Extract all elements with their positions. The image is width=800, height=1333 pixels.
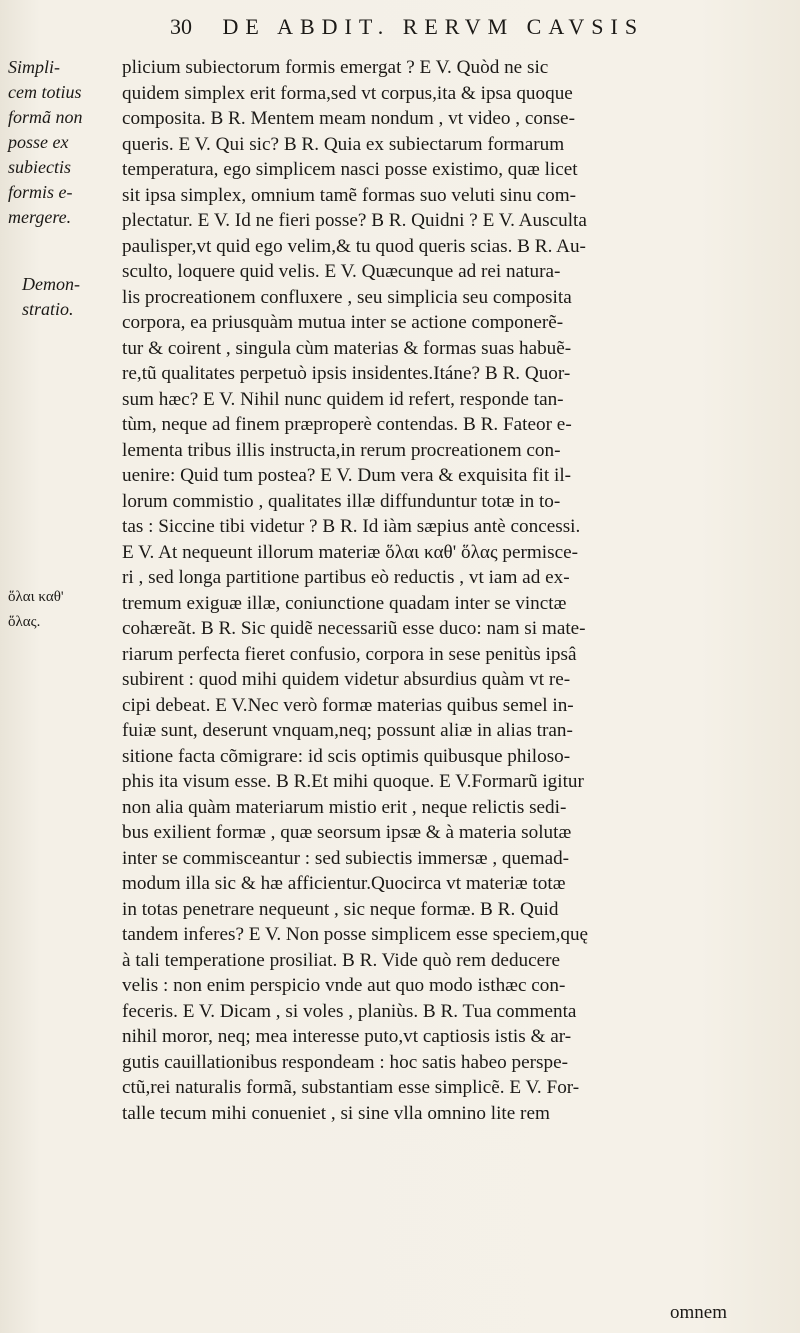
text-line: sum hæc? E V. Nihil nunc quidem id refert, responde tan-	[122, 388, 564, 410]
text-line: corpora, ea priusquàm mutua inter se actione componerẽ-	[122, 312, 564, 333]
running-title: DE ABDIT. RERVM CAVSIS	[222, 14, 645, 39]
text-line: queris. E V. Qui sic? B R. Quia ex subiectarum formarum	[122, 133, 565, 155]
text-line: sit ipsa simplex, omnium tamẽ formas suo veluti sinu com-	[122, 184, 577, 206]
text-line: feceris. E V. Dicam , si voles , planiùs. B R. Tua commenta	[122, 1000, 577, 1022]
text-line: lementa tribus illis instructa,in rerum procreationem con-	[122, 439, 561, 461]
text-line: tremum exiguæ illæ, coniunctione quadam inter se vinctæ	[122, 592, 567, 614]
text-line: plicium subiectorum formis emergat ? E V. Quòd ne sic	[122, 57, 549, 78]
margin-line: Simpli-	[8, 57, 60, 77]
text-line: fuiæ sunt, deserunt vnquam,neq; possunt aliæ in alias tran-	[122, 720, 573, 741]
text-line: tandem inferes? E V. Non posse simplicem esse speciem,quę	[122, 924, 589, 945]
text-line: phis ita visum esse. B R.Et mihi quoque. E V.Formarũ igitur	[122, 771, 584, 792]
margin-line: posse ex	[8, 132, 69, 152]
text-line: cohæreãt. B R. Sic quidẽ necessariũ esse duco: nam si mate-	[122, 618, 586, 639]
text-line: tur & coirent , singula cùm materias & formas suas habuẽ-	[122, 337, 572, 359]
text-line: talle tecum mihi conueniet , si sine vlla omnino lite rem	[122, 1102, 550, 1124]
text-line: ctũ,rei naturalis formã, substantiam esse simplicẽ. E V. For-	[122, 1077, 580, 1098]
text-line: lis procreationem confluxere , seu simplicia seu composita	[122, 286, 572, 308]
text-line: modum illa sic & hæ afficientur.Quocirca vt materiæ totæ	[122, 873, 566, 894]
text-line: re,tũ qualitates perpetuò ipsis insidentes.Itáne? B R. Quor-	[122, 363, 571, 384]
text-line: bus exilient formæ , quæ seorsum ipsæ & à materia solutæ	[122, 822, 572, 843]
catchword: omnem	[670, 1302, 727, 1323]
margin-note-simplicium	[8, 55, 118, 230]
text-line: velis : non enim perspicio vnde aut quo modo isthæc con-	[122, 975, 566, 996]
text-line: subirent : quod mihi quidem videtur absurdius quàm vt re-	[122, 669, 571, 690]
margin-line: cem totius	[8, 82, 82, 102]
text-line: nihil moror, neq; mea interesse puto,vt captiosis istis & ar-	[122, 1026, 572, 1047]
body-text	[122, 55, 737, 1126]
text-line: lorum commistio , qualitates illæ diffunduntur totæ in to-	[122, 490, 561, 512]
margin-line: ὅλαι καθ'	[8, 589, 64, 605]
margin-line: mergere.	[8, 207, 72, 227]
text-line: ri , sed longa partitione partibus eò reductis , vt iam ad ex-	[122, 567, 570, 588]
text-line: inter se commisceantur : sed subiectis immersæ , quemad-	[122, 847, 570, 869]
page-number: 30	[170, 14, 192, 39]
text-line: paulisper,vt quid ego velim,& tu quod queris scias. B R. Au-	[122, 235, 586, 257]
text-line: sculto, loquere quid velis. E V. Quæcunque ad rei natura-	[122, 261, 561, 282]
text-line: temperatura, ego simplicem nasci posse existimo, quæ licet	[122, 159, 578, 180]
margin-line: stratio.	[22, 299, 74, 319]
text-line: quidem simplex erit forma,sed vt corpus,ita & ipsa quoque	[122, 82, 573, 104]
text-line: gutis cauillationibus respondeam : hoc satis habeo perspe-	[122, 1051, 568, 1073]
margin-note-greek	[8, 585, 118, 635]
margin-line: formis e-	[8, 182, 73, 202]
text-line: plectatur. E V. Id ne fieri posse? B R. Quidni ? E V. Ausculta	[122, 210, 587, 231]
text-line: sitione facta cõmigrare: id scis optimis quibusque philoso-	[122, 745, 571, 767]
text-line: non alia quàm materiarum mistio erit , neque relictis sedi-	[122, 796, 567, 818]
text-line: E V. At nequeunt illorum materiæ ὅλαι καθ' ὅλας permisce-	[122, 541, 578, 563]
text-line: tas : Siccine tibi videtur ? B R. Id iàm sæpius antè concessi.	[122, 516, 581, 537]
text-line: tùm, neque ad finem præproperè contendas. B R. Fateor e-	[122, 414, 572, 435]
text-line: à tali temperatione prosiliat. B R. Vide quò rem deducere	[122, 949, 561, 971]
text-line: riarum perfecta fieret confusio, corpora in sese penitùs ipsâ	[122, 643, 577, 665]
text-line: composita. B R. Mentem meam nondum , vt video , conse-	[122, 108, 575, 129]
margin-line: ὅλας.	[8, 614, 41, 630]
margin-line: Demon-	[22, 274, 80, 294]
margin-line: formã non	[8, 107, 83, 127]
text-line: in totas penetrare nequeunt , sic neque formæ. B R. Quid	[122, 898, 559, 920]
margin-note-demonstratio	[22, 272, 132, 322]
running-header	[170, 14, 730, 40]
text-line: cipi debeat. E V.Nec verò formæ materias quibus semel in-	[122, 694, 574, 716]
text-line: uenire: Quid tum postea? E V. Dum vera & exquisita fit il-	[122, 465, 572, 486]
margin-line: subiectis	[8, 157, 71, 177]
